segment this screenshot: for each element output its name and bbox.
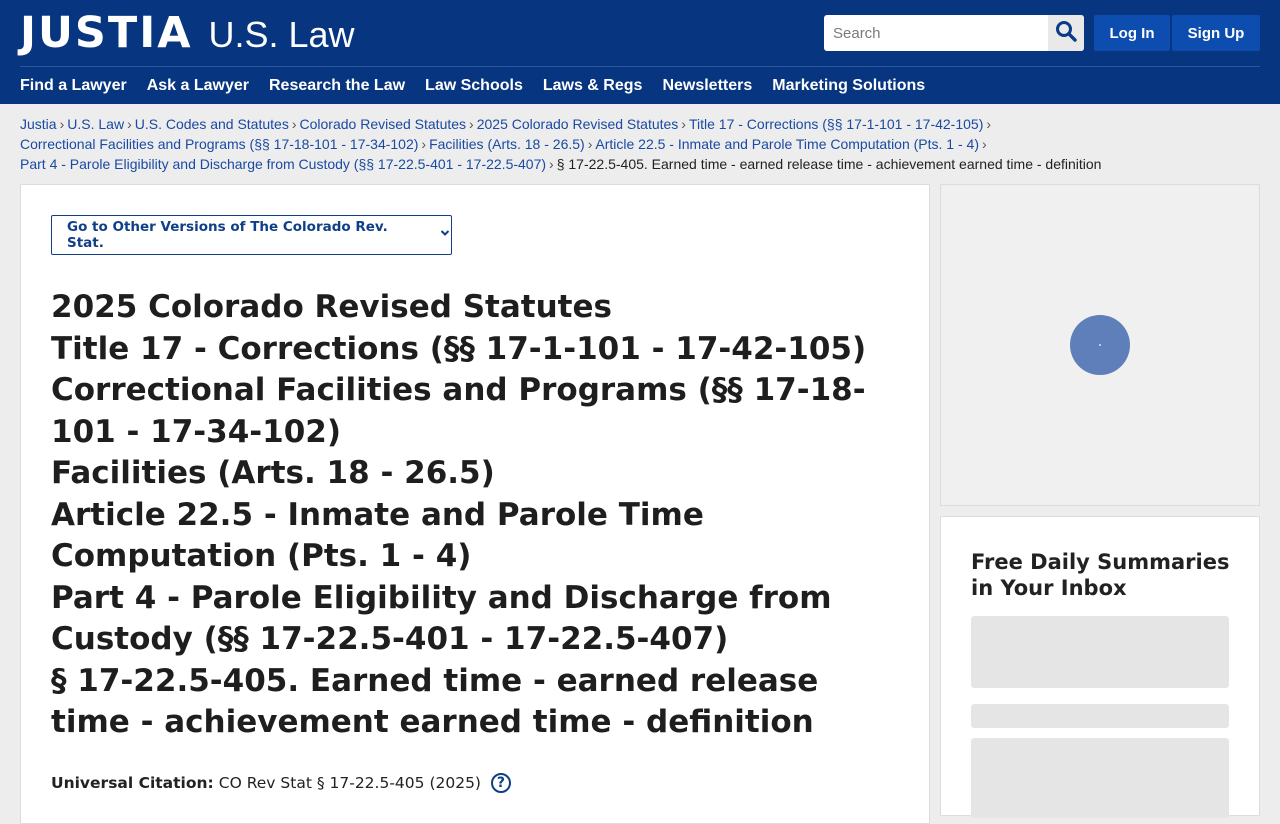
newsletter-placeholder-block bbox=[971, 616, 1229, 688]
breadcrumb-link[interactable]: 2025 Colorado Revised Statutes bbox=[476, 116, 679, 132]
newsletter-title: Free Daily Summaries in Your Inbox bbox=[971, 550, 1230, 600]
search-input[interactable] bbox=[824, 15, 1048, 51]
main-content bbox=[20, 184, 930, 824]
heading-part: Part 4 - Parole Eligibility and Discharge from Custody (§§ 17-22.5-401 - 17-22.5-407) bbox=[51, 579, 832, 657]
breadcrumb-separator: › bbox=[982, 136, 987, 152]
justia-logo[interactable] bbox=[20, 8, 355, 58]
breadcrumb-link[interactable]: Justia bbox=[20, 116, 57, 132]
breadcrumb-separator: › bbox=[549, 156, 554, 172]
nav-find-a-lawyer[interactable]: Find a Lawyer bbox=[20, 77, 127, 94]
newsletter-signup bbox=[940, 516, 1260, 816]
site-header bbox=[0, 0, 1280, 104]
heading-section: § 17-22.5-405. Earned time - earned release time - achievement earned time - definition bbox=[51, 662, 819, 740]
breadcrumb-current: § 17-22.5-405. Earned time - earned release time - achievement earned time - definition bbox=[556, 156, 1102, 172]
heading-year: 2025 Colorado Revised Statutes bbox=[51, 289, 612, 325]
breadcrumb-line bbox=[20, 154, 1260, 174]
other-versions-button[interactable] bbox=[51, 215, 452, 255]
breadcrumb-separator: › bbox=[59, 116, 65, 132]
breadcrumb-separator: › bbox=[587, 136, 593, 152]
universal-citation bbox=[51, 773, 511, 793]
signup-button[interactable]: Sign Up bbox=[1172, 15, 1260, 51]
heading-facilities: Facilities (Arts. 18 - 26.5) bbox=[51, 455, 495, 491]
search-button[interactable] bbox=[1048, 15, 1084, 51]
chevron-down-icon bbox=[439, 227, 451, 243]
breadcrumb-link[interactable]: Colorado Revised Statutes bbox=[299, 116, 467, 132]
breadcrumb-link[interactable]: Part 4 - Parole Eligibility and Discharge from Custody (§§ 17-22.5-401 - 17-22.5-407) bbox=[20, 156, 547, 172]
ad-placeholder bbox=[940, 184, 1260, 506]
breadcrumb-separator: › bbox=[421, 136, 427, 152]
logo-justia-text: JUSTIA bbox=[20, 8, 193, 58]
search-icon bbox=[1055, 20, 1077, 47]
breadcrumb-link[interactable]: Correctional Facilities and Programs (§§ 17-18-101 - 17-34-102) bbox=[20, 136, 419, 152]
loading-spinner-icon bbox=[1070, 315, 1130, 375]
nav-marketing-solutions[interactable]: Marketing Solutions bbox=[772, 77, 926, 94]
citation-value: CO Rev Stat § 17-22.5-405 (2025) bbox=[218, 774, 481, 792]
nav-laws-and-regs[interactable]: Laws & Regs bbox=[542, 77, 643, 94]
breadcrumb-link[interactable]: Article 22.5 - Inmate and Parole Time Computation (Pts. 1 - 4) bbox=[595, 136, 979, 152]
breadcrumb-link[interactable]: U.S. Law bbox=[67, 116, 125, 132]
nav-law-schools[interactable]: Law Schools bbox=[425, 77, 523, 94]
breadcrumb-line bbox=[20, 134, 1260, 154]
nav-newsletters[interactable]: Newsletters bbox=[662, 77, 753, 94]
main-nav bbox=[20, 76, 945, 96]
logo-us-law-text: U.S. Law bbox=[208, 14, 355, 55]
statute-headings bbox=[51, 287, 901, 744]
search-box bbox=[824, 15, 1084, 51]
heading-title: Title 17 - Corrections (§§ 17-1-101 - 17-42-105) bbox=[51, 330, 867, 367]
newsletter-placeholder-block bbox=[971, 738, 1229, 818]
other-versions-label: Go to Other Versions of The Colorado Rev. Stat. bbox=[67, 219, 388, 251]
login-button[interactable]: Log In bbox=[1094, 15, 1170, 51]
breadcrumb-link[interactable]: Facilities (Arts. 18 - 26.5) bbox=[429, 136, 585, 152]
newsletter-placeholder-bar bbox=[971, 704, 1229, 728]
nav-ask-a-lawyer[interactable]: Ask a Lawyer bbox=[146, 77, 249, 94]
heading-subtitle: Correctional Facilities and Programs (§§ 17-18-101 - 17-34-102) bbox=[51, 372, 866, 450]
heading-article: Article 22.5 - Inmate and Parole Time Computation (Pts. 1 - 4) bbox=[51, 496, 704, 574]
breadcrumb-separator: › bbox=[291, 116, 297, 132]
breadcrumb-link[interactable]: Title 17 - Corrections (§§ 17-1-101 - 17-42-105) bbox=[688, 116, 984, 132]
help-icon[interactable]: ? bbox=[491, 773, 511, 793]
breadcrumb bbox=[20, 114, 1260, 174]
breadcrumb-separator: › bbox=[469, 116, 474, 132]
breadcrumb-separator: › bbox=[681, 116, 686, 132]
nav-research-the-law[interactable]: Research the Law bbox=[268, 77, 406, 94]
breadcrumb-separator: › bbox=[127, 116, 132, 132]
nav-divider bbox=[20, 66, 1260, 67]
breadcrumb-line bbox=[20, 114, 1260, 134]
breadcrumb-separator: › bbox=[986, 116, 992, 132]
breadcrumb-link[interactable]: U.S. Codes and Statutes bbox=[134, 116, 289, 132]
citation-label: Universal Citation: bbox=[51, 774, 214, 792]
